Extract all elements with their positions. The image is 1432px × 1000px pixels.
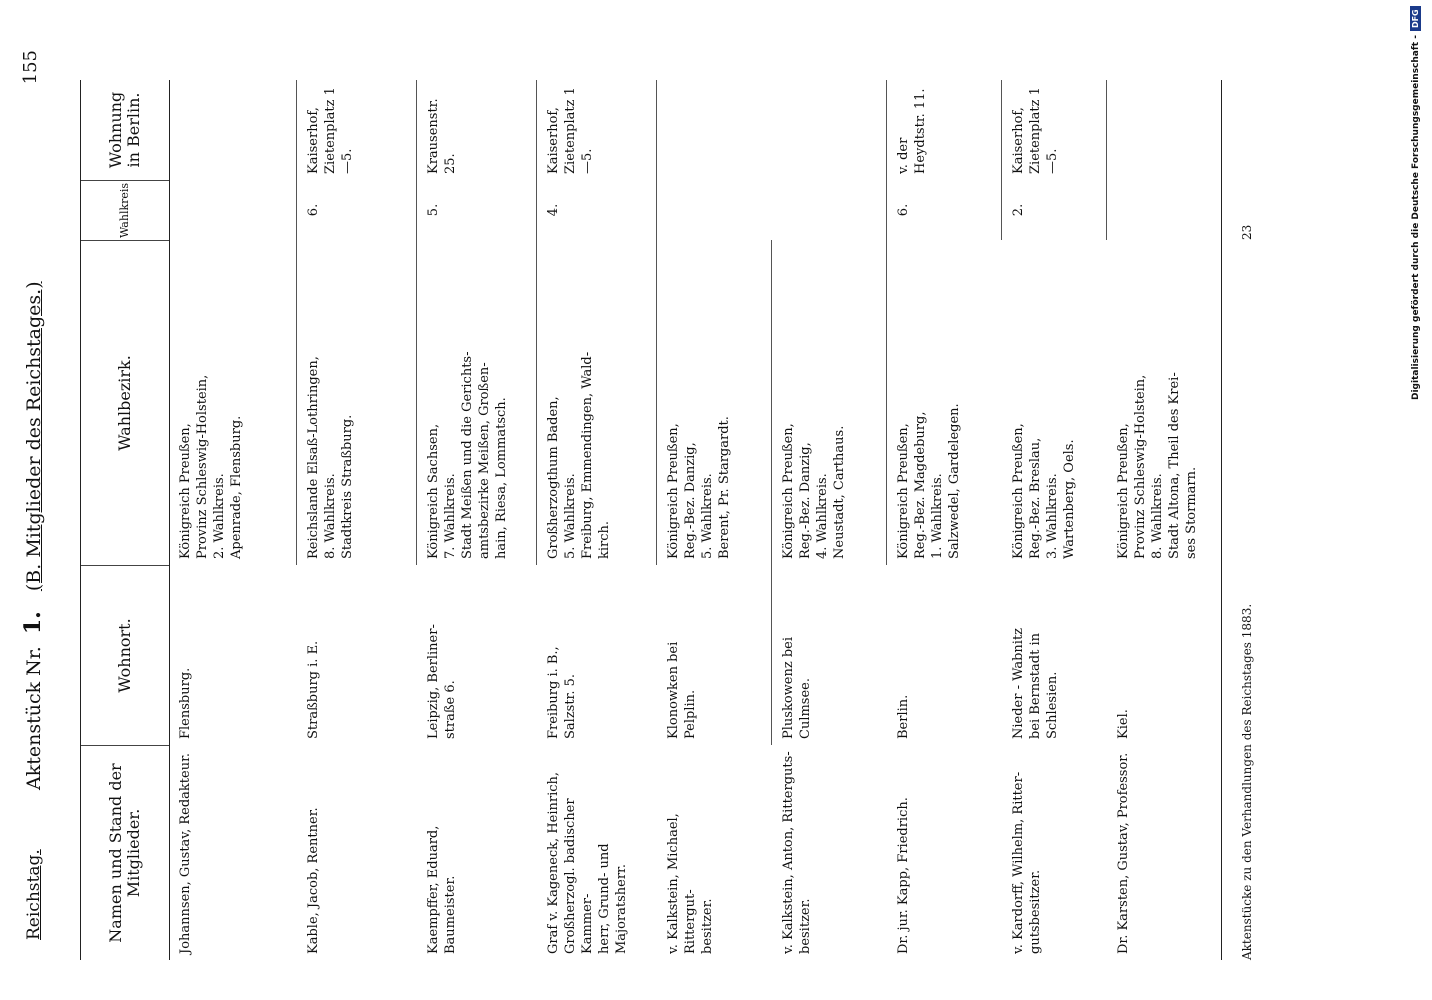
- member-wohnort: Straßburg i. E.: [306, 640, 321, 739]
- member-wahlkreis: [776, 180, 784, 240]
- member-name: v. Kardorff, Wilhelm, Ritter- gutsbesitzer.: [1011, 771, 1043, 954]
- members-table: [80, 80, 1222, 960]
- member-berlin: [173, 80, 181, 180]
- dfg-sidebar: [1410, 0, 1432, 1000]
- member-wahlbezirk: Königreich Preußen, Reg.-Bez. Magdeburg, 1. Wahlkreis. Salzwedel, Gardelegen.: [896, 403, 962, 559]
- footnote: Aktenstücke zu den Verhandlungen des Reichstages 1883.: [1240, 603, 1254, 960]
- col-wahlkreis-header: Wahlkreis: [81, 180, 169, 240]
- row-divider: [296, 80, 297, 565]
- member-wohnort: Nieder - Wabnitz bei Bernstadt in Schlesien.: [1011, 627, 1060, 739]
- member-wahlbezirk: Großherzogthum Baden, 5. Wahlkreis. Freiburg, Emmendingen, Wald- kirch.: [546, 351, 612, 559]
- table-header: [81, 80, 170, 960]
- page-header: [20, 40, 50, 940]
- member-berlin: Krausenstr. 25.: [426, 98, 458, 174]
- member-wohnort: Berlin.: [896, 694, 911, 739]
- page-number: 155: [20, 50, 41, 85]
- member-berlin: [661, 80, 669, 180]
- member-wahlkreis: [661, 180, 669, 240]
- row-divider: [1106, 80, 1107, 240]
- member-berlin: Kaiserhof, Zietenplatz 1—5.: [546, 87, 595, 174]
- member-wahlkreis: [1111, 180, 1119, 240]
- member-wahlbezirk: Königreich Preußen, Provinz Schleswig-Holstein, 2. Wahlkreis. Apenrade, Flensburg.: [178, 374, 244, 559]
- member-wohnort: Kiel.: [1116, 709, 1131, 739]
- col-berlin-header: Wohnung in Berlin.: [106, 91, 143, 169]
- member-wahlbezirk: Königreich Sachsen, 7. Wahlkreis. Stadt Meißen und die Gerichts- amtsbezirke Meißen, Großen- hain, Riesa, Lommatsch.: [426, 351, 509, 559]
- member-wahlbezirk: Königreich Preußen, Reg.-Bez. Danzig, 4. Wahlkreis. Neustadt, Carthaus.: [781, 423, 847, 559]
- member-name: Graf v. Kageneck, Heinrich, Großherzogl. badischer Kammer- herr, Grund- und Majoratsherr.: [546, 771, 629, 954]
- member-berlin: v. der Heydtstr. 11.: [896, 88, 928, 174]
- member-wohnort: Freiburg i. B., Salzstr. 5.: [546, 646, 578, 739]
- member-berlin: Kaiserhof, Zietenplatz 1—5.: [1011, 87, 1060, 174]
- row-divider: [416, 80, 417, 565]
- member-wahlkreis: 4.: [546, 203, 561, 217]
- member-name: Johannsen, Gustav, Redakteur.: [178, 752, 193, 954]
- row-divider: [656, 80, 657, 565]
- header-title: [20, 281, 46, 790]
- dfg-badge: DFG: [1410, 6, 1421, 31]
- row-divider: [1001, 80, 1002, 240]
- col-wohnort-header: Wohnort.: [81, 565, 169, 745]
- member-berlin: [776, 80, 784, 180]
- member-wahlbezirk: Reichslande Elsaß-Lothringen, 8. Wahlkreis. Stadtkreis Straßburg.: [306, 356, 355, 559]
- member-wahlkreis: 5.: [426, 203, 441, 217]
- member-name: Dr. jur. Kapp, Friedrich.: [896, 797, 911, 954]
- member-name: Dr. Karsten, Gustav, Professor.: [1116, 752, 1131, 954]
- row-divider: [886, 80, 887, 565]
- member-wohnort: Flensburg.: [178, 667, 193, 739]
- member-berlin: [1111, 80, 1119, 180]
- sheet-mark: 23: [1240, 224, 1254, 240]
- member-wohnort: Leipzig, Berliner- straße 6.: [426, 624, 458, 739]
- member-name: v. Kalkstein, Anton, Ritterguts- besitzer.: [781, 751, 813, 954]
- member-berlin: Kaiserhof, Zietenplatz 1—5.: [306, 87, 355, 174]
- sidebar-text-wrap: [1410, 0, 1432, 400]
- col-name-header: Namen und Stand der Mitglieder.: [81, 745, 169, 960]
- col-wahlbezirk-header: Wahlbezirk.: [81, 240, 169, 565]
- member-wohnort: Klonowken bei Pelplin.: [666, 641, 698, 739]
- header-reichstag: Reichstag.: [24, 849, 44, 940]
- member-wahlbezirk: Königreich Preußen, Reg.-Bez. Danzig, 5. Wahlkreis. Berent, Pr. Stargardt.: [666, 416, 732, 559]
- header-subtitle: (B. Mitglieder des Reichstages.): [23, 281, 45, 592]
- member-wahlbezirk: Königreich Preußen, Provinz Schleswig-Holstein, 8. Wahlkreis. Stadt Altona, Theil des Krei- ses Stormarn.: [1116, 372, 1199, 559]
- member-name: v. Kalkstein, Michael, Rittergut- besitzer.: [666, 813, 715, 954]
- member-wahlbezirk: Königreich Preußen, Reg.-Bez. Breslau, 3. Wahlkreis. Wartenberg, Oels.: [1011, 423, 1077, 559]
- row-divider: [771, 240, 772, 745]
- member-wahlkreis: [173, 180, 181, 240]
- aktenstueck-label: Aktenstück Nr.: [23, 646, 45, 790]
- member-wohnort: Pluskowenz bei Culmsee.: [781, 636, 813, 739]
- member-name: Kaempffer, Eduard, Baumeister.: [426, 825, 458, 954]
- sidebar-text: Digitalisierung gefördert durch die Deutsche Forschungsgemeinschaft -: [1411, 35, 1421, 400]
- aktenstueck-number: 1.: [20, 611, 46, 635]
- member-wahlkreis: 6.: [306, 203, 321, 217]
- member-wahlkreis: 6.: [896, 203, 911, 217]
- member-name: Kable, Jacob, Rentner.: [306, 807, 321, 954]
- row-divider: [536, 80, 537, 565]
- member-wahlkreis: 2.: [1011, 203, 1026, 217]
